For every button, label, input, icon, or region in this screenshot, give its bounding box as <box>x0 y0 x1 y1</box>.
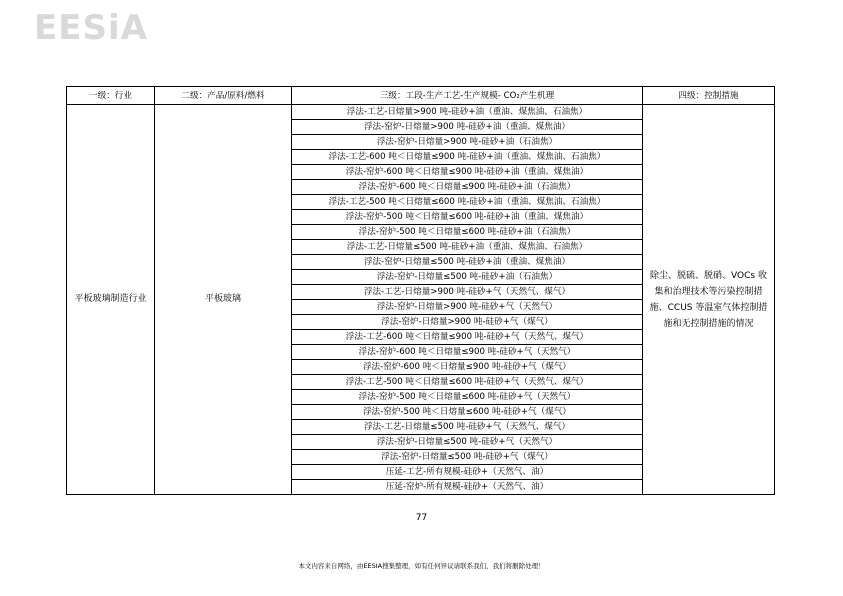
process-cell: 浮法-工艺-日熔量≤500 吨-硅砂+气（天然气、煤气） <box>292 420 643 435</box>
process-cell: 浮法-工艺-600 吨＜日熔量≤900 吨-硅砂+气（天然气、煤气） <box>292 330 643 345</box>
process-cell: 浮法-工艺-500 吨＜日熔量≤600 吨-硅砂+气（天然气、煤气） <box>292 375 643 390</box>
eesia-logo: EESiA <box>34 8 148 48</box>
process-cell: 浮法-窑炉-日熔量≤500 吨-硅砂+油（石油焦） <box>292 270 643 285</box>
product-cell: 平板玻璃 <box>155 105 292 495</box>
process-cell: 浮法-工艺-日熔量>900 吨-硅砂+油（重油、煤焦油、石油焦） <box>292 105 643 120</box>
header-level4: 四级：控制措施 <box>643 87 775 105</box>
process-cell: 浮法-窑炉-日熔量>900 吨-硅砂+油（重油、煤焦油） <box>292 120 643 135</box>
process-cell: 浮法-窑炉-600 吨＜日熔量≤900 吨-硅砂+气（煤气） <box>292 360 643 375</box>
process-cell: 浮法-工艺-日熔量>900 吨-硅砂+气（天然气、煤气） <box>292 285 643 300</box>
process-cell: 浮法-工艺-日熔量≤500 吨-硅砂+油（重油、煤焦油、石油焦） <box>292 240 643 255</box>
process-cell: 浮法-工艺-500 吨＜日熔量≤600 吨-硅砂+油（重油、煤焦油、石油焦） <box>292 195 643 210</box>
process-cell: 浮法-窑炉-500 吨＜日熔量≤600 吨-硅砂+油（重油、煤焦油） <box>292 210 643 225</box>
process-cell: 浮法-窑炉-500 吨＜日熔量≤600 吨-硅砂+油（石油焦） <box>292 225 643 240</box>
process-cell: 浮法-工艺-600 吨＜日熔量≤900 吨-硅砂+油（重油、煤焦油、石油焦） <box>292 150 643 165</box>
page-number: 77 <box>415 513 428 523</box>
header-level3: 三级：工段-生产工艺-生产规模- CO₂产生机理 <box>292 87 643 105</box>
table-body <box>67 105 775 495</box>
process-cell: 浮法-窑炉-日熔量≤500 吨-硅砂+油（重油、煤焦油） <box>292 255 643 270</box>
process-cell: 浮法-窑炉-500 吨＜日熔量≤600 吨-硅砂+气（天然气） <box>292 390 643 405</box>
header-level1: 一级：行业 <box>67 87 155 105</box>
process-cell: 浮法-窑炉-日熔量>900 吨-硅砂+气（天然气） <box>292 300 643 315</box>
control-measures-cell: 除尘、脱硫、脱硝、VOCs 收集和治理技术等污染控制措施、CCUS 等温室气体控制措施和无控制措施的情况 <box>643 105 775 495</box>
process-cell: 浮法-窑炉-600 吨＜日熔量≤900 吨-硅砂+气（天然气） <box>292 345 643 360</box>
process-cell: 浮法-窑炉-日熔量>900 吨-硅砂+气（煤气） <box>292 315 643 330</box>
process-cell: 压延-窑炉-所有规模-硅砂+（天然气、油） <box>292 480 643 495</box>
process-cell: 浮法-窑炉-500 吨＜日熔量≤600 吨-硅砂+气（煤气） <box>292 405 643 420</box>
process-cell: 浮法-窑炉-日熔量>900 吨-硅砂+油（石油焦） <box>292 135 643 150</box>
table-row <box>67 105 775 120</box>
table-header-row <box>67 87 775 105</box>
process-cell: 浮法-窑炉-600 吨＜日熔量≤900 吨-硅砂+油（重油、煤焦油） <box>292 165 643 180</box>
header-level2: 二级：产品/原料/燃料 <box>155 87 292 105</box>
process-cell: 浮法-窑炉-日熔量≤500 吨-硅砂+气（煤气） <box>292 450 643 465</box>
footer-note: 本文内容来自网络，由EESIA搜集整理，如有任何异议请联系我们，我们将删除处理！ <box>298 562 545 570</box>
classification-table <box>66 86 775 495</box>
process-cell: 浮法-窑炉-日熔量≤500 吨-硅砂+气（天然气） <box>292 435 643 450</box>
industry-cell: 平板玻璃制造行业 <box>67 105 155 495</box>
process-cell: 浮法-窑炉-600 吨＜日熔量≤900 吨-硅砂+油（石油焦） <box>292 180 643 195</box>
process-cell: 压延-工艺-所有规模-硅砂+（天然气、油） <box>292 465 643 480</box>
